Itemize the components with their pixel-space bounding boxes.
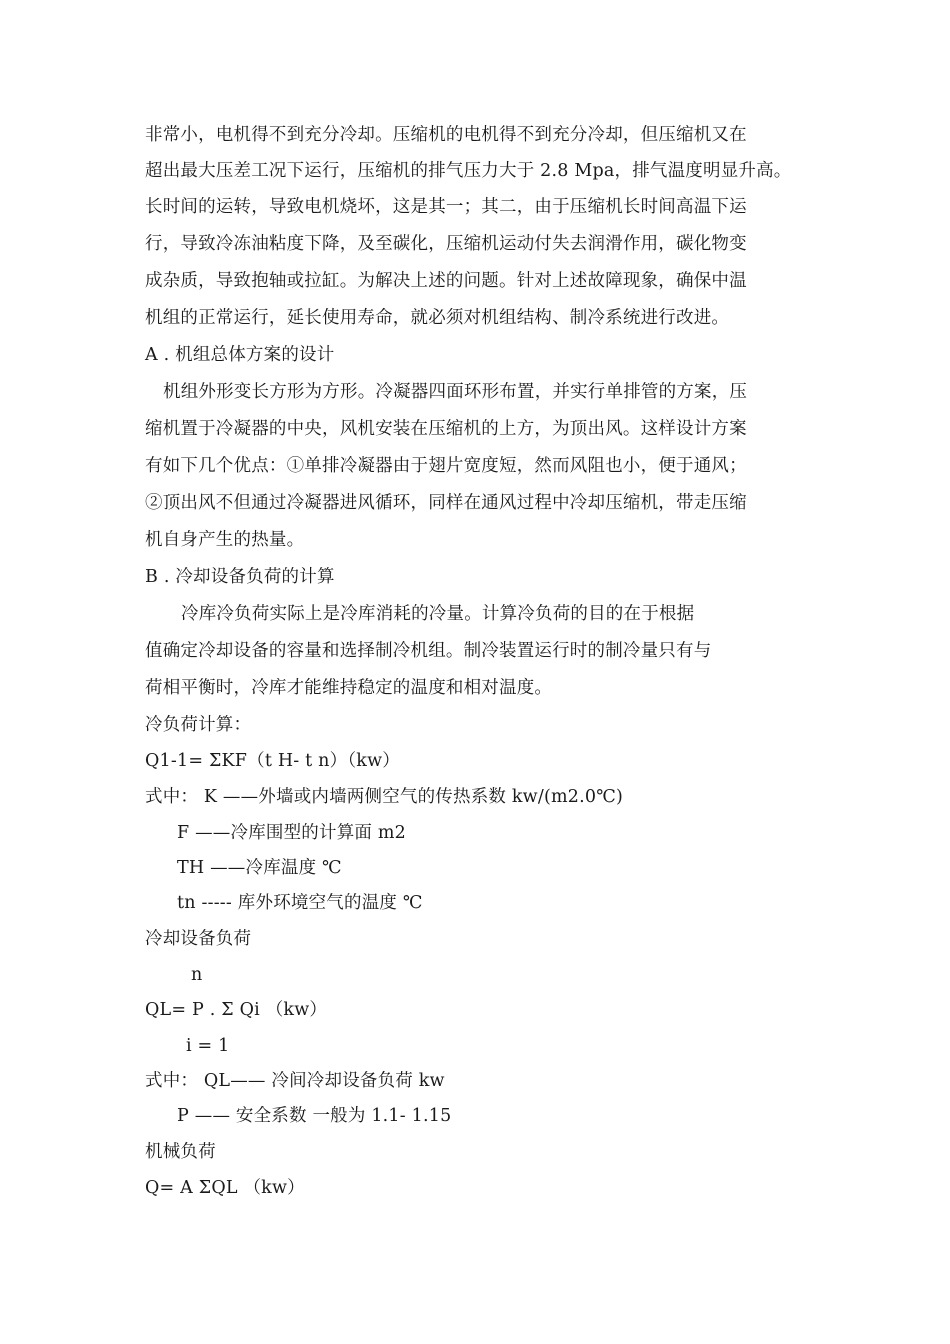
paragraph-line: 非常小，电机得不到充分冷却。压缩机的电机得不到充分冷却，但压缩机又在 (145, 125, 747, 145)
paragraph-line: 值确定冷却设备的容量和选择制冷机组。制冷装置运行时的制冷量只有与 (145, 641, 712, 661)
paragraph-line: 机组的正常运行，延长使用寿命，就必须对机组结构、制冷系统进行改进。 (145, 308, 730, 328)
paragraph-line: 荷相平衡时，冷库才能维持稳定的温度和相对温度。 (145, 678, 553, 698)
formula-legend: TH ——冷库温度 ℃ (177, 858, 342, 878)
formula: Q1-1= ΣKF（t H- t n）（kw） (145, 751, 400, 771)
subheading: 冷却设备负荷 (145, 929, 252, 949)
paragraph-line: 有如下几个优点：①单排冷凝器由于翅片宽度短，然而风阻也小，便于通风； (145, 456, 747, 476)
subheading: 机械负荷 (145, 1142, 216, 1162)
paragraph-line: 超出最大压差工况下运行，压缩机的排气压力大于 2.8 Mpa，排气温度明显升高。 (145, 161, 792, 181)
paragraph-line: 冷库冷负荷实际上是冷库消耗的冷量。计算冷负荷的目的在于根据 (181, 604, 695, 624)
paragraph-line: 成杂质，导致抱轴或拉缸。为解决上述的问题。针对上述故障现象，确保中温 (145, 271, 747, 291)
formula-lower-limit: i = 1 (186, 1036, 230, 1056)
formula-legend: F ——冷库围型的计算面 m2 (177, 823, 406, 843)
formula: QL= P . Σ Qi （kw） (145, 1000, 328, 1020)
paragraph-line: 行，导致冷冻油粘度下降，及至碳化，压缩机运动付失去润滑作用，碳化物变 (145, 234, 747, 254)
section-heading: B . 冷却设备负荷的计算 (145, 567, 335, 587)
paragraph-line: ②顶出风不但通过冷凝器进风循环，同样在通风过程中冷却压缩机，带走压缩 (145, 493, 747, 513)
paragraph-line: 机自身产生的热量。 (145, 530, 305, 550)
section-heading: A . 机组总体方案的设计 (145, 345, 335, 365)
formula-legend: tn ----- 库外环境空气的温度 ℃ (177, 893, 423, 913)
paragraph-line: 缩机置于冷凝器的中央，风机安装在压缩机的上方，为顶出风。这样设计方案 (145, 419, 747, 439)
paragraph-line: 机组外形变长方形为方形。冷凝器四面环形布置，并实行单排管的方案，压 (163, 382, 748, 402)
paragraph-line: 长时间的运转，导致电机烧坏，这是其一；其二，由于压缩机长时间高温下运 (145, 197, 747, 217)
formula-legend: 式中： QL—— 冷间冷却设备负荷 kw (145, 1071, 445, 1091)
formula-legend: 式中： K ——外墙或内墙两侧空气的传热系数 kw/(m2.0℃) (145, 787, 623, 807)
formula-upper-limit: n (191, 965, 203, 985)
formula: Q= A ΣQL （kw） (145, 1178, 305, 1198)
formula-legend: P —— 安全系数 一般为 1.1- 1.15 (177, 1106, 452, 1126)
subheading: 冷负荷计算： (145, 715, 252, 735)
